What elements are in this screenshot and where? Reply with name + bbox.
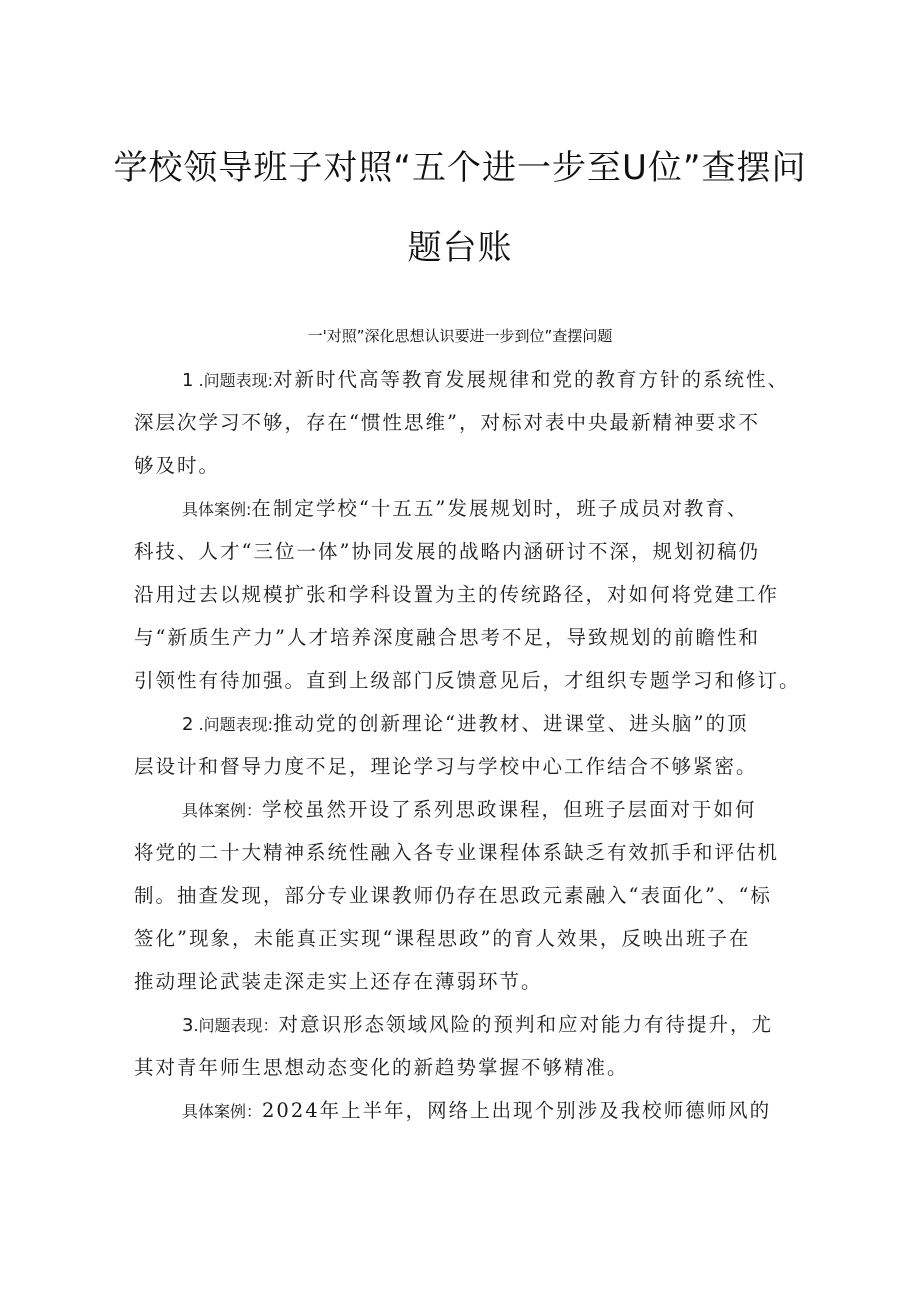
item-1-problem-label: .问题表现: xyxy=(193,371,274,390)
item-3-case-label: 具体案例： xyxy=(182,1102,263,1121)
item-2-problem-label: .问题表现: xyxy=(193,715,274,734)
item-2-case-line: 制。抽查发现，部分专业课教师仍存在思政元素融入“表面化”、“标 xyxy=(134,884,772,907)
item-2-case-line: 推动理论武装走深走实上还存在薄弱环节。 xyxy=(134,970,543,993)
item-2-problem-line xyxy=(134,709,814,739)
document-title-line1: 学校领导班子对照“五个进一步至U位”查摆问 xyxy=(113,148,807,188)
item-2-number: 2 xyxy=(182,714,194,735)
item-1-problem-line: 深层次学习不够，存在“惯性思维”，对标对表中央最新精神要求不 xyxy=(134,411,760,434)
item-3-problem-label: .问题表现： xyxy=(193,1016,279,1035)
item-1-case-line: 与“新质生产力”人才培养深度融合思考不足，导致规划的前瞻性和 xyxy=(134,626,760,649)
item-1-case-line xyxy=(134,494,814,524)
item-1-problem-line: 够及时。 xyxy=(134,454,221,477)
section-heading: 一'对照”深化思想认识要进一步到位”查摆问题 xyxy=(307,327,613,345)
item-1-problem-text: 对新时代高等教育发展规律和党的教育方针的系统性、 xyxy=(273,368,790,391)
item-2-case-line xyxy=(134,795,814,825)
item-1-problem-line xyxy=(134,365,814,395)
item-3-problem-text: 对意识形态领域风险的预判和应对能力有待提升，尤 xyxy=(278,1013,774,1036)
item-2-problem-line: 层设计和督导力度不足，理论学习与学校中心工作结合不够紧密。 xyxy=(134,755,758,778)
item-1-case-line: 科技、人才“三位一体”协同发展的战略内涵研讨不深，规划初稿仍 xyxy=(134,540,760,563)
item-3-problem-line xyxy=(134,1010,814,1040)
item-3-problem-line: 其对青年师生思想动态变化的新趋势掌握不够精准。 xyxy=(134,1056,629,1079)
item-1-case-label: 具体案例: xyxy=(182,500,252,519)
item-3-case-line xyxy=(134,1096,814,1126)
item-2-case-text: 学校虽然开设了系列思政课程，但班子层面对于如何 xyxy=(262,798,757,821)
item-1-number: 1 xyxy=(182,370,194,391)
item-3-number: 3 xyxy=(182,1015,194,1036)
item-1-case-text: 在制定学校“十五五”发展规划时，班子成员对教育、 xyxy=(251,497,749,520)
document-title-line2: 题台账 xyxy=(407,228,513,268)
item-2-problem-text: 推动党的创新理论“进教材、进课堂、进头脑”的顶 xyxy=(273,712,749,735)
item-2-case-line: 将党的二十大精神系统性融入各专业课程体系缺乏有效抓手和评估机 xyxy=(134,841,780,864)
item-1-case-line: 沿用过去以规模扩张和学科设置为主的传统路径，对如何将党建工作 xyxy=(134,583,780,606)
item-2-case-label: 具体案例： xyxy=(182,801,263,820)
item-1-case-line: 引领性有待加强。直到上级部门反馈意见后，才组织专题学习和修订。 xyxy=(134,669,801,692)
item-3-case-text: 2024年上半年，网络上出现个别涉及我校师德师风的 xyxy=(262,1099,772,1122)
item-2-case-line: 签化”现象，未能真正实现“课程思政”的育人效果，反映出班子在 xyxy=(134,927,751,950)
